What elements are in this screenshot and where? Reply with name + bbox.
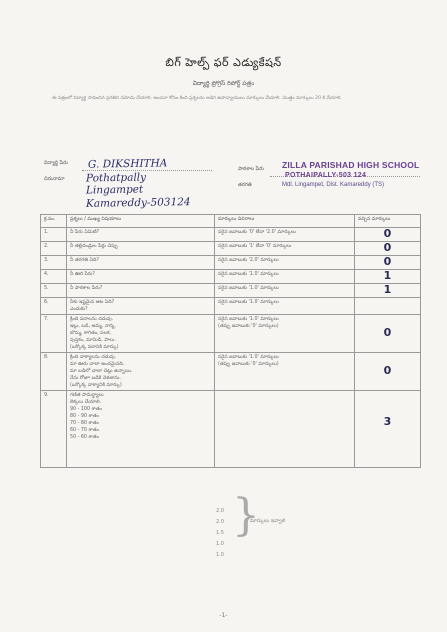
row-question [67, 228, 215, 242]
question-line: (ఒక్కొక్క వాక్యానికి మార్కు) [70, 383, 122, 388]
document-title: బిగ్ హెల్ప్ ఫర్ ఎడ్యుకేషన్ [165, 56, 282, 69]
page-number: -1- [219, 612, 228, 619]
scale-value: 1.5 [216, 530, 224, 536]
row-mark [355, 298, 421, 315]
row-criteria [215, 270, 355, 284]
row-criteria [215, 315, 355, 353]
address-line-2: Lingampet [85, 183, 144, 197]
scale-value: 2.0 [216, 519, 224, 525]
criteria-line: సరైన జవాబుకు '1.0' మార్కులు [218, 272, 279, 277]
row-question [67, 270, 215, 284]
question-line: ఇల్లు, బడి, అమ్మ, నాన్న, [70, 324, 116, 329]
row-question [67, 256, 215, 270]
criteria-line: సరైన జవాబుకు '1' లేదా '0' మార్కులు [218, 244, 292, 249]
criteria-line: (తప్పు జవాబుకు '0' మార్కులు) [218, 362, 279, 367]
row-mark [355, 256, 421, 270]
row-number: 7. [41, 315, 67, 353]
row-criteria [215, 353, 355, 391]
row-number: 1. [41, 228, 67, 242]
question-line: (ఒక్కొక్క పదానికి మార్కు) [70, 345, 119, 350]
question-line: 90 - 100 శాతం [70, 407, 102, 412]
row-number: 5. [41, 284, 67, 298]
question-line: గణిత సామర్థ్యాలు [70, 393, 104, 398]
table-row [41, 242, 421, 256]
handwritten-mark: 1 [383, 283, 392, 296]
header-question: ప్రశ్నలు / ముఖ్య విషయాలు [67, 215, 215, 228]
address-line-3: Kamareddy-503124 [85, 196, 191, 210]
handwritten-mark: 0 [383, 326, 392, 339]
row-mark [355, 228, 421, 242]
handwritten-mark: 1 [383, 269, 392, 282]
intro-paragraph: ఈ పత్రంలో విద్యార్థి సాధించిన ప్రగతిని నమోదు చేయాలి. అంచనా కోసం కింది ప్రశ్నలను అడిగి ఉపాధ్యాయులు మార్కులు వేయాలి. మొత్తం మార్కులు 20 కి వేయాలి. [52, 96, 342, 101]
row-number: 4. [41, 270, 67, 284]
criteria-line: సరైన జవాబుకు '1.0' మార్కులు [218, 286, 279, 291]
school-name-label: పాఠశాల పేరు [238, 166, 264, 172]
question-line: లెక్కలు చేయాలి. [70, 400, 102, 405]
header-criteria: మార్కులు వివరాలు [215, 215, 355, 228]
question-line: క్రింది వాక్యాలను చదువు. [70, 355, 117, 360]
scale-value: 1.0 [216, 541, 224, 547]
row-question [67, 391, 215, 468]
question-line: నీ ఊరి పేరు? [70, 272, 95, 277]
student-name-value: G. DIKSHITHA [87, 157, 168, 171]
question-line: మా ఊరు చాలా అందమైనది. [70, 362, 125, 367]
row-number: 9. [41, 391, 67, 468]
class-label: తరగతి [238, 182, 252, 188]
table-row [41, 270, 421, 284]
address-line-1: Pothatpally [85, 171, 147, 185]
scale-value: 2.0 [216, 508, 224, 514]
table-row [41, 353, 421, 391]
row-criteria [215, 284, 355, 298]
row-question [67, 298, 215, 315]
question-line: క్రింది పదాలను చదువు. [70, 317, 114, 322]
question-line: 70 - 80 శాతం [70, 421, 99, 426]
criteria-line: సరైన జవాబుకు '1.0' మార్కులు [218, 300, 279, 305]
row-mark [355, 391, 421, 468]
handwritten-mark: 0 [383, 364, 392, 377]
handwritten-mark: 0 [383, 255, 392, 268]
row-question [67, 242, 215, 256]
address-label: చిరునామా [44, 176, 65, 182]
row-number: 2. [41, 242, 67, 256]
table-row [41, 315, 421, 353]
question-line: 60 - 70 శాతం [70, 428, 99, 433]
row-criteria [215, 228, 355, 242]
scale-note: మార్కులు ఇవ్వాలి [250, 518, 286, 524]
table-row [41, 228, 421, 242]
header-serial: క్ర.సం. [41, 215, 67, 228]
row-number: 6. [41, 298, 67, 315]
question-line: నీ పేరు ఏమిటి? [70, 230, 100, 235]
criteria-line: సరైన జవాబుకు '2.0' మార్కులు [218, 258, 279, 263]
table-row [41, 256, 421, 270]
question-line: పుస్తకం, మామిడి, పాలు. [70, 338, 116, 343]
question-line: 50 - 60 శాతం [70, 435, 99, 440]
row-criteria [215, 242, 355, 256]
question-line: నీ తల్లిదండ్రుల పేర్లు చెప్పు [70, 244, 118, 249]
row-number: 3. [41, 256, 67, 270]
criteria-line: సరైన జవాబుకు '1.0' మార్కులు [218, 355, 279, 360]
row-question [67, 315, 215, 353]
question-line: ఎందుకు? [70, 307, 88, 312]
header-marks: వచ్చిన మార్కులు [355, 215, 421, 228]
brace-icon: } [232, 490, 260, 541]
row-number: 8. [41, 353, 67, 391]
document-subtitle: విద్యార్థి ప్రోగ్రెస్ రిపోర్ట్ పత్రం [192, 80, 255, 87]
row-mark [355, 353, 421, 391]
handwritten-mark: 3 [383, 415, 392, 428]
question-line: నీకు ఇష్టమైన ఆట ఏది? [70, 300, 115, 305]
handwritten-mark: 0 [383, 227, 392, 240]
question-line: మా బడిలో చాలా చెట్లు ఉన్నాయి. [70, 369, 133, 374]
evaluation-table [40, 214, 421, 468]
criteria-line: సరైన జవాబుకు '0' లేదా '2.0' మార్కులు [218, 230, 296, 235]
row-mark [355, 284, 421, 298]
table-row [41, 391, 421, 468]
scale-value: 1.0 [216, 552, 224, 558]
question-line: నేను రోజూ బడికి వెళతాను. [70, 376, 121, 381]
row-question [67, 284, 215, 298]
question-line: 80 - 90 శాతం [70, 414, 99, 419]
table-header-row [41, 215, 421, 228]
row-mark [355, 270, 421, 284]
school-stamp [282, 160, 430, 194]
student-name-label: విద్యార్థి పేరు [44, 160, 68, 166]
criteria-line: సరైన జవాబుకు '1.0' మార్కులు [218, 317, 279, 322]
row-mark [355, 315, 421, 353]
stamp-line-1: ZILLA PARISHAD HIGH SCHOOL [282, 160, 420, 170]
question-line: బొమ్మ, కాగితం, పలక, [70, 331, 112, 336]
question-line: నీ పాఠశాల పేరు? [70, 286, 103, 291]
row-criteria [215, 298, 355, 315]
row-criteria [215, 391, 355, 468]
question-line: నీ తరగతి ఏది? [70, 258, 99, 263]
table-row [41, 284, 421, 298]
table-row [41, 298, 421, 315]
row-question [67, 353, 215, 391]
handwritten-mark: 0 [383, 241, 392, 254]
stamp-line-2: POTHAIPALLY-503 124 [285, 172, 367, 179]
stamp-line-3: Mdl. Lingampet, Dist. Kamareddy (TS) [282, 182, 385, 188]
row-criteria [215, 256, 355, 270]
criteria-line: (తప్పు జవాబుకు '0' మార్కులు) [218, 324, 279, 329]
row-mark [355, 242, 421, 256]
